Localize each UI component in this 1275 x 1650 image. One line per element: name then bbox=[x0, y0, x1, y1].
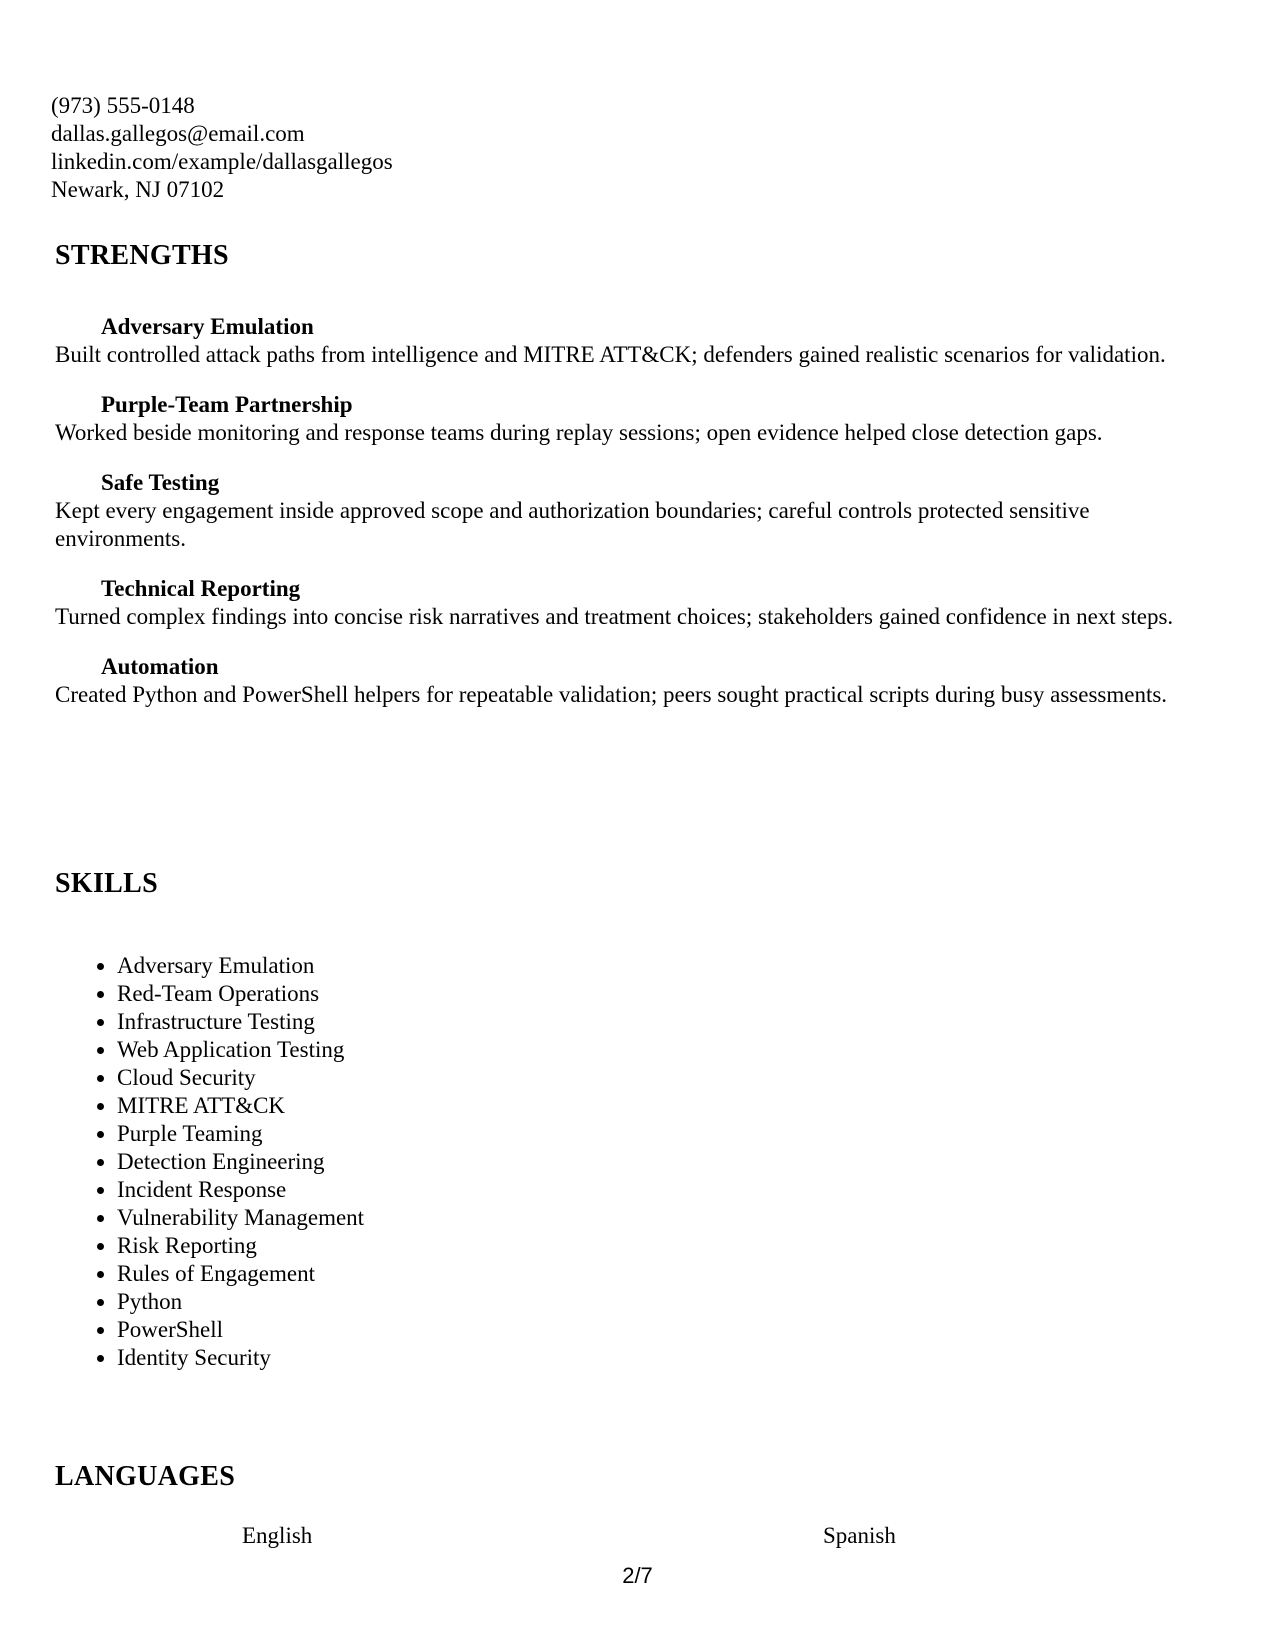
strength-description: Turned complex findings into concise risk narratives and treatment choices; stakeholders gained confidence in next steps. bbox=[55, 604, 1174, 629]
contact-phone: (973) 555-0148 bbox=[51, 93, 195, 118]
skill-item: • Red-Team Operations bbox=[117, 980, 364, 1008]
strength-description: Built controlled attack paths from intelligence and MITRE ATT&CK; defenders gained realistic scenarios for validation. bbox=[55, 342, 1166, 367]
language-item-english: English bbox=[242, 1523, 313, 1548]
strengths-section bbox=[55, 313, 1215, 731]
strength-description: Kept every engagement inside approved scope and authorization boundaries; careful controls protected sensitive environments. bbox=[55, 498, 1090, 551]
contact-block bbox=[51, 92, 393, 204]
skill-item: • Adversary Emulation bbox=[117, 952, 364, 980]
strength-item bbox=[55, 575, 1215, 631]
contact-location: Newark, NJ 07102 bbox=[51, 177, 225, 202]
skill-item: • Web Application Testing bbox=[117, 1036, 364, 1064]
strength-title: Safe Testing bbox=[101, 470, 220, 495]
strength-title: Technical Reporting bbox=[101, 576, 301, 601]
skill-item: • Cloud Security bbox=[117, 1064, 364, 1092]
strength-item bbox=[55, 391, 1215, 447]
contact-email: dallas.gallegos@email.com bbox=[51, 121, 305, 146]
strength-title: Automation bbox=[101, 654, 219, 679]
strength-description: Created Python and PowerShell helpers for repeatable validation; peers sought practical scripts during busy assessments. bbox=[55, 682, 1168, 707]
skill-item: • Infrastructure Testing bbox=[117, 1008, 364, 1036]
skills-heading: SKILLS bbox=[55, 868, 158, 899]
strength-description: Worked beside monitoring and response teams during replay sessions; open evidence helped close detection gaps. bbox=[55, 420, 1103, 445]
skill-item: • Python bbox=[117, 1288, 364, 1316]
skill-item: • Purple Teaming bbox=[117, 1120, 364, 1148]
languages-heading: LANGUAGES bbox=[55, 1461, 236, 1492]
strength-item bbox=[55, 469, 1215, 553]
skill-item: • Detection Engineering bbox=[117, 1148, 364, 1176]
skill-item: • PowerShell bbox=[117, 1316, 364, 1344]
skill-item: • Incident Response bbox=[117, 1176, 364, 1204]
skill-item: • Risk Reporting bbox=[117, 1232, 364, 1260]
skills-list bbox=[55, 952, 364, 1372]
strength-item bbox=[55, 313, 1215, 369]
strength-title: Purple-Team Partnership bbox=[101, 392, 353, 417]
skill-item: • Rules of Engagement bbox=[117, 1260, 364, 1288]
strength-item bbox=[55, 653, 1215, 709]
strengths-heading: STRENGTHS bbox=[55, 240, 229, 271]
contact-linkedin: linkedin.com/example/dallasgallegos bbox=[51, 149, 393, 174]
skill-item: • Identity Security bbox=[117, 1344, 364, 1372]
page-number: 2/7 bbox=[622, 1563, 653, 1588]
skill-item: • Vulnerability Management bbox=[117, 1204, 364, 1232]
language-item-spanish: Spanish bbox=[823, 1523, 896, 1548]
strength-title: Adversary Emulation bbox=[101, 314, 314, 339]
skill-item: • MITRE ATT&CK bbox=[117, 1092, 364, 1120]
